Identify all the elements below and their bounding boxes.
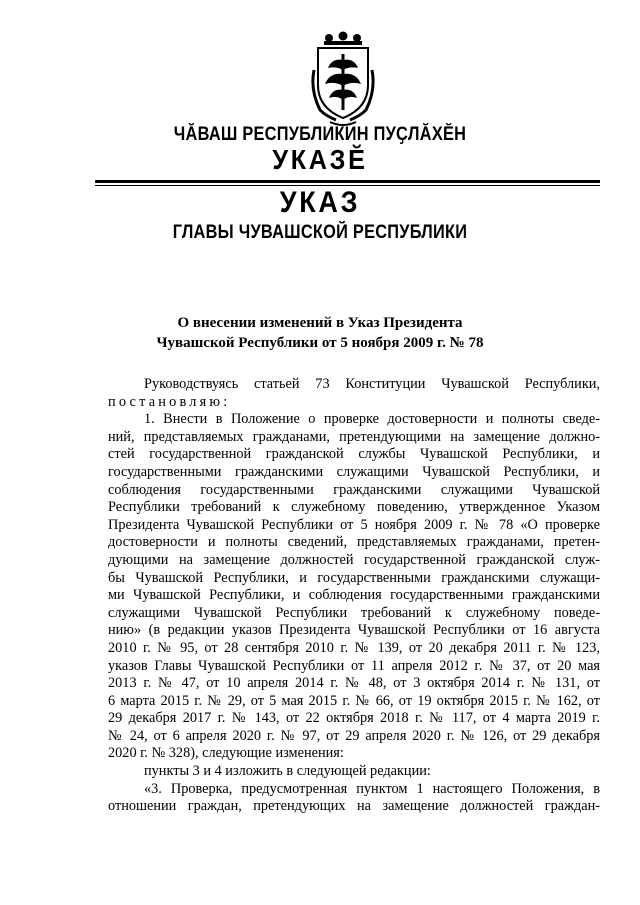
- body-line: Президента Чувашской Республики от 5 ноября 2009 г. № 78 «О проверке: [108, 516, 600, 533]
- russian-header-subtitle: ГЛАВЫ ЧУВАШСКОЙ РЕСПУБЛИКИ: [172, 222, 468, 243]
- amendment-item-line: пункты 3 и 4 изложить в следующей редакции:: [144, 763, 431, 780]
- body-line: указов Главы Чувашской Республики от 11 апреля 2012 г. № 37, от 20 мая: [108, 657, 600, 674]
- preamble-line: Руководствуясь статьей 73 Конституции Чувашской Республики,: [144, 376, 600, 392]
- body-line: ми Чувашской Республики, и соблюдения государственными гражданскими: [108, 587, 600, 604]
- quote-line: отношении граждан, претендующих на замещение должностей граждан-: [108, 798, 600, 815]
- body-line: служащими Чувашской Республики требований к служебному поведе-: [108, 604, 600, 621]
- document-title-line: Чувашской Республики от 5 ноября 2009 г. № 78: [156, 335, 484, 351]
- body-line: Республики требований к служебному поведению, утвержденное Указом: [108, 499, 600, 516]
- body-line: 6 марта 2015 г. № 29, от 5 мая 2015 г. № 66, от 19 октября 2015 г. № 162, от: [108, 692, 600, 709]
- body-line: соблюдения государственными гражданскими служащими Чувашской: [108, 481, 600, 498]
- body-line: 2010 г. № 95, от 28 сентября 2010 г. № 139, от 20 декабря 2011 г. № 123,: [108, 639, 600, 656]
- document-body: [108, 376, 600, 816]
- body-line: нию» (в редакции указов Президента Чувашской Республики от 16 августа: [108, 622, 600, 639]
- body-line: 2020 г. № 328), следующие изменения:: [108, 745, 344, 762]
- body-line: стей государственной гражданской службы Чувашской Республики, и: [108, 446, 600, 463]
- document-title: [0, 313, 640, 353]
- body-line: бы Чувашской Республики, и государственными гражданскими служащи-: [108, 569, 600, 586]
- quote-line: «3. Проверка, предусмотренная пунктом 1 настоящего Положения, в: [144, 780, 600, 797]
- coat-of-arms-icon: [310, 30, 376, 130]
- russian-decree-title: УКАЗ: [279, 186, 361, 219]
- chuvash-header-line: ЧӐВАШ РЕСПУБЛИКИН ПУҪЛӐХӖН: [173, 124, 467, 145]
- body-line: государственными гражданскими служащими Чувашской Республики, и: [108, 463, 600, 480]
- body-line: достоверности и полноты сведений, представляемых гражданами, претен-: [108, 534, 600, 551]
- document-title-line: О внесении изменений в Указ Президента: [177, 315, 463, 331]
- body-line: 2013 г. № 47, от 10 апреля 2014 г. № 48, от 3 октября 2014 г. № 131, от: [108, 675, 600, 692]
- body-line: дующими на замещение должностей государственной гражданской служ-: [108, 551, 600, 568]
- body-line: № 24, от 6 апреля 2020 г. № 97, от 29 апреля 2020 г. № 126, от 29 декабря: [108, 727, 600, 744]
- preamble-resolve: постановляю:: [108, 393, 231, 410]
- header-divider-thick: [95, 180, 600, 183]
- body-line: 1. Внести в Положение о проверке достоверности и полноты сведе-: [144, 411, 600, 428]
- body-line: ний, представляемых гражданами, претендующими на замещение должно-: [108, 428, 600, 445]
- body-line: 29 декабря 2017 г. № 143, от 22 октября 2018 г. № 117, от 4 марта 2019 г.: [108, 710, 600, 727]
- chuvash-decree-title: УКАЗӖ: [272, 144, 368, 175]
